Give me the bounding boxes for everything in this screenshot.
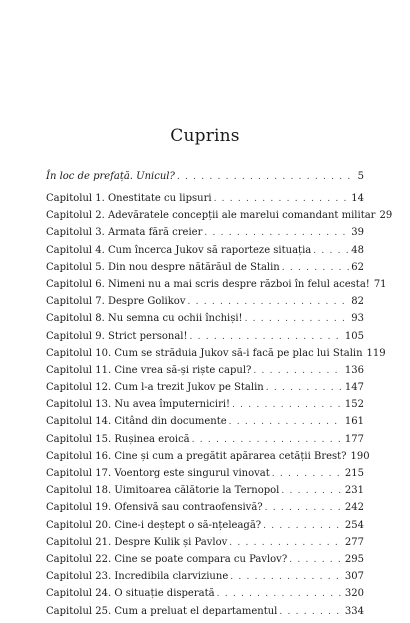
dot-leader xyxy=(313,246,349,256)
toc-entry-label: Capitolul 13. Nu avea împuterniciri! xyxy=(46,399,231,411)
dot-leader xyxy=(266,383,343,393)
toc-entry xyxy=(46,434,364,451)
toc-entry-page: 39 xyxy=(351,227,364,239)
toc-entry-label: Capitolul 19. Ofensivă sau contraofensivă? xyxy=(46,502,263,514)
toc-entry-page: 14 xyxy=(351,193,364,204)
toc-entry-label: Capitolul 11. Cine vrea să-și riște capul? xyxy=(46,364,252,376)
toc-entry xyxy=(46,450,370,468)
dot-leader xyxy=(263,521,343,531)
toc-entry-page: 147 xyxy=(344,382,364,394)
toc-entry-page: 320 xyxy=(344,588,364,600)
toc-entry-label: Capitolul 3. Armata fără creier xyxy=(46,227,203,239)
toc-entry-label: Capitolul 23. Incredibila clarviziune xyxy=(46,571,229,583)
toc-entry-label: Capitolul 20. Cine-i deștept o să-nțeleagă? xyxy=(46,519,262,531)
dot-leader xyxy=(230,572,343,582)
toc-entry xyxy=(46,313,364,330)
page-title: Cuprins xyxy=(170,126,240,146)
dot-leader xyxy=(204,228,349,238)
toc-entry-label: Capitolul 18. Uimitoarea călătorie la Ternopol xyxy=(46,485,280,497)
toc-entry-label: Capitolul 24. O situație disperată xyxy=(46,588,215,600)
toc-entry-page: 29 xyxy=(379,210,393,222)
dot-leader xyxy=(232,400,343,410)
toc-entry xyxy=(46,210,393,227)
toc-entry xyxy=(46,193,364,210)
toc-entry xyxy=(46,399,364,416)
toc-entry xyxy=(46,468,364,485)
toc-entry-page: 277 xyxy=(344,536,364,548)
dot-leader xyxy=(229,538,343,548)
toc-entry xyxy=(46,262,364,279)
toc-entry-page: 161 xyxy=(344,416,364,428)
dot-leader xyxy=(279,607,343,617)
toc-entry-page: 105 xyxy=(344,330,364,342)
toc-entry xyxy=(46,554,364,571)
dot-leader xyxy=(214,194,350,204)
toc-entry-label: Capitolul 7. Despre Golikov xyxy=(46,296,186,308)
toc-entry-page: 5 xyxy=(357,171,364,182)
toc-entry-label: Capitolul 2. Adevăratele concepții ale marelui comandant militar xyxy=(46,210,376,222)
toc-entry-page: 307 xyxy=(344,571,364,583)
dot-leader xyxy=(229,417,343,427)
toc-entry-page: 177 xyxy=(344,433,364,445)
toc-entry-label: Capitolul 17. Voentorg este singurul vinovat xyxy=(46,468,270,479)
toc-entry xyxy=(46,296,364,313)
toc-entry-label: Capitolul 9. Strict personal! xyxy=(46,330,188,342)
dot-leader xyxy=(281,486,343,496)
toc-entry-label: Capitolul 10. Cum se străduia Jukov să-i facă pe plac lui Stalin xyxy=(46,347,363,359)
toc-entry xyxy=(46,227,364,244)
toc-entry-page: 136 xyxy=(344,364,364,376)
dot-leader xyxy=(192,435,343,445)
toc-entry-label: Capitolul 14. Citând din documente xyxy=(46,416,227,428)
toc-entry-label: Capitolul 21. Despre Kulik și Pavlov xyxy=(46,536,228,548)
book-page xyxy=(46,0,393,617)
toc-entry xyxy=(46,347,386,365)
toc-entry-label: Capitolul 5. Din nou despre nătărăul de Stalin xyxy=(46,261,280,273)
dot-leader xyxy=(289,555,343,565)
toc-entry xyxy=(46,502,364,519)
dot-leader xyxy=(245,314,350,324)
dot-leader xyxy=(217,589,343,599)
toc-entry-page: 93 xyxy=(351,313,364,325)
toc-entry-page: 334 xyxy=(344,605,364,617)
toc-entry xyxy=(46,571,364,588)
toc-entry-label: Capitolul 6. Nimeni nu a mai scris despre război în felul acesta! xyxy=(46,278,370,290)
toc-entry-label: Capitolul 1. Onestitate cu lipsuri xyxy=(46,193,212,204)
table-of-contents xyxy=(46,193,393,623)
toc-entry-page: 82 xyxy=(351,296,364,308)
toc-entry-label: Capitolul 25. Cum a preluat el departamentul xyxy=(46,605,278,617)
dot-leader xyxy=(190,332,343,342)
toc-entry xyxy=(46,331,364,348)
dot-leader xyxy=(282,263,350,273)
toc-preface-entry xyxy=(46,171,364,188)
toc-entry xyxy=(46,278,387,296)
toc-entry xyxy=(46,485,364,502)
toc-entry-label: Capitolul 22. Cine se poate compara cu Pavlov? xyxy=(46,553,288,565)
toc-entry-page: 119 xyxy=(366,347,386,359)
toc-entry xyxy=(46,606,364,623)
toc-entry-page: 231 xyxy=(344,485,364,497)
toc-entry-page: 242 xyxy=(344,502,364,514)
toc-entry-label: Capitolul 4. Cum încerca Jukov să raporteze situația xyxy=(46,244,312,256)
toc-entry xyxy=(46,537,364,554)
toc-entry-page: 152 xyxy=(344,399,364,411)
toc-entry xyxy=(46,382,364,399)
dot-leader xyxy=(272,469,343,479)
dot-leader xyxy=(187,297,349,307)
toc-entry xyxy=(46,416,364,433)
toc-entry xyxy=(46,245,364,262)
toc-entry-label: Capitolul 12. Cum l-a trezit Jukov pe Stalin xyxy=(46,382,264,394)
toc-entry-page: 254 xyxy=(344,519,364,531)
toc-entry-page: 190 xyxy=(350,450,370,462)
toc-entry-page: 62 xyxy=(351,261,364,273)
toc-entry xyxy=(46,520,364,537)
toc-entry xyxy=(46,365,364,382)
toc-entry-label: Capitolul 8. Nu semna cu ochii închiși! xyxy=(46,313,243,325)
toc-entry-label: Capitolul 16. Cine și cum a pregătit apărarea cetății Brest? xyxy=(46,450,347,462)
dot-leader xyxy=(265,503,343,513)
toc-entry xyxy=(46,588,364,605)
toc-entry-label: În loc de prefață. Unicul? xyxy=(46,171,175,182)
toc-entry-page: 48 xyxy=(351,244,364,256)
toc-entry-page: 71 xyxy=(373,278,387,290)
toc-entry-page: 295 xyxy=(344,553,364,565)
toc-entry-label: Capitolul 15. Rușinea eroică xyxy=(46,433,190,445)
dot-leader xyxy=(253,366,343,376)
toc-entry-page: 215 xyxy=(344,468,364,479)
dot-leader xyxy=(177,172,356,182)
